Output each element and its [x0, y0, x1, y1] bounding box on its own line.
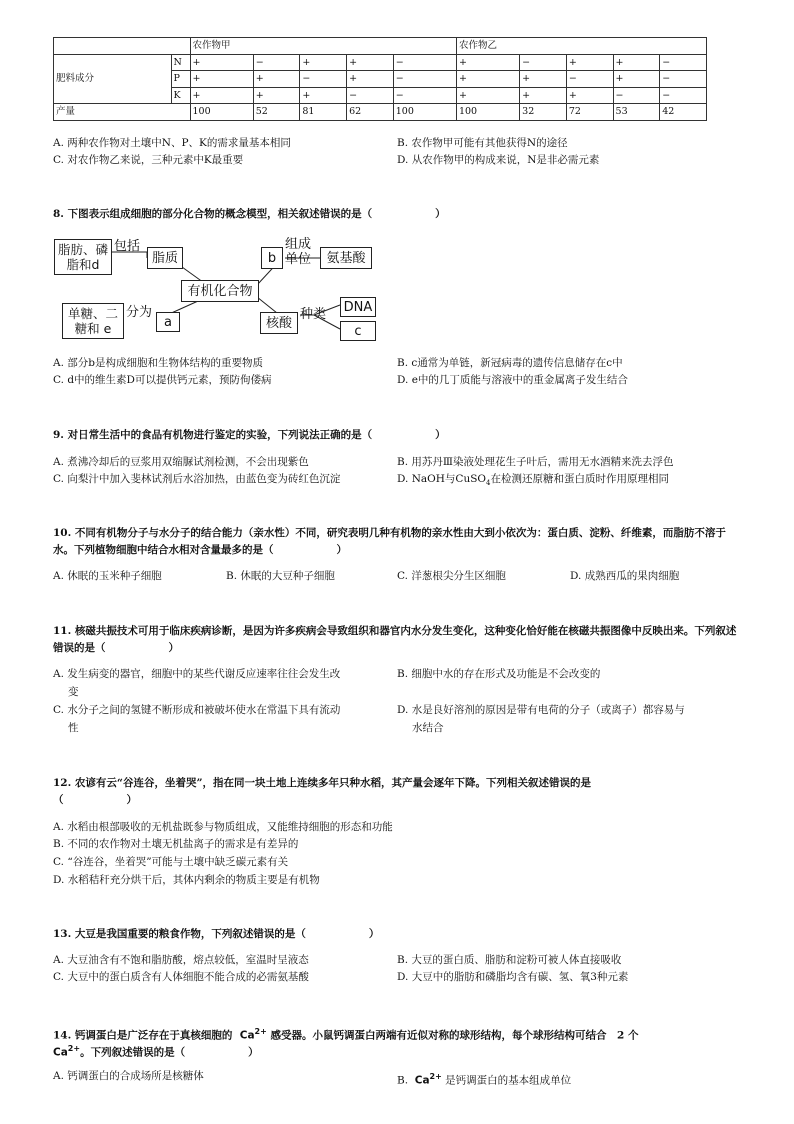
connector-line: [257, 297, 277, 313]
a-box: a: [156, 312, 180, 332]
q8-option-b[interactable]: B. c通常为单链，新冠病毒的遗传信息储存在c中: [397, 357, 623, 369]
q12-stem-cont: （ ）: [53, 794, 137, 806]
table-cell: 32: [520, 104, 567, 121]
fat-phospholipid-box: 脂肪、磷脂和d: [54, 239, 112, 275]
q9-option-b[interactable]: B. 用苏丹Ⅲ染液处理花生子叶后，需用无水酒精来洗去浮色: [397, 456, 674, 468]
q13-option-b[interactable]: B. 大豆的蛋白质、脂肪和淀粉可被人体直接吸收: [397, 954, 622, 966]
q14-stem-start: 14. 钙调蛋白是广泛存在于真核细胞的: [53, 1029, 233, 1042]
table-cell: 72: [566, 104, 613, 121]
table-cell: −: [393, 87, 456, 104]
q12-stem: 12. 农谚有云“谷连谷，坐着哭”，指在同一块土地上连续多年只种水稻，其产量会逐年下降。下列相关叙述错误的是: [53, 777, 591, 789]
q13-option-a[interactable]: A. 大豆油含有不饱和脂肪酸，熔点较低，室温时呈液态: [53, 954, 309, 966]
q12-option-a[interactable]: A. 水稻由根部吸收的无机盐既参与物质组成，又能维持细胞的形态和功能: [53, 821, 393, 833]
q7-option-a[interactable]: A. 两种农作物对土壤中N、P、K的需求量基本相同: [53, 137, 291, 149]
nucleic-acid-box: 核酸: [260, 312, 298, 334]
q11-option-c-cont: 性: [68, 722, 79, 734]
table-cell: 42: [660, 104, 707, 121]
q7-option-d[interactable]: D. 从农作物甲的构成来说，N是非必需元素: [397, 154, 600, 166]
table-cell: +: [190, 71, 253, 88]
q12-option-d[interactable]: D. 水稻秸秆充分烘干后，其体内剩余的物质主要是有机物: [53, 874, 320, 886]
q8-option-c[interactable]: C. d中的维生素D可以提供钙元素，预防佝偻病: [53, 374, 272, 386]
table-cell: −: [393, 54, 456, 71]
table-cell: +: [300, 54, 347, 71]
q8-option-a[interactable]: A. 部分b是构成细胞和生物体结构的重要物质: [53, 357, 263, 369]
table-cell: +: [566, 87, 613, 104]
b-box: b: [261, 247, 283, 269]
divide-label: 分为: [126, 305, 153, 320]
table-cell: 100: [190, 104, 253, 121]
table-cell: +: [456, 54, 519, 71]
table-cell: −: [566, 71, 613, 88]
q8-stem: 8. 下图表示组成细胞的部分化合物的概念模型，相关叙述错误的是（ ）: [53, 208, 446, 220]
nutrient-k: K: [171, 87, 190, 104]
q11-stem: 11. 核磁共振技术可用于临床疾病诊断，是因为许多疾病会导致组织和器官内水分发生变化，这种变化恰好能在核磁共振图像中反映出来。下列叙述错误的是（ ）: [53, 625, 737, 654]
yield-row: [54, 104, 707, 121]
table-cell: +: [347, 54, 394, 71]
ion-charge: 2+: [67, 1044, 81, 1053]
table-cell: +: [520, 71, 567, 88]
include-label: 包括: [114, 239, 141, 254]
table-cell: +: [190, 87, 253, 104]
q11-option-b[interactable]: B. 细胞中水的存在形式及功能是不会改变的: [397, 668, 601, 680]
q9-option-d-text-end: 在检测还原糖和蛋白质时作用原理相同: [490, 473, 669, 485]
yield-label: 产量: [54, 104, 191, 121]
nutrient-n: N: [171, 54, 190, 71]
table-cell: +: [520, 87, 567, 104]
q11-option-a-cont: 变: [68, 686, 79, 698]
calcium-ion: Ca: [53, 1046, 68, 1059]
amino-acid-box: 氨基酸: [320, 247, 372, 269]
table-cell: +: [347, 71, 394, 88]
subscript-4: 4: [486, 479, 491, 488]
q11-option-a[interactable]: A. 发生病变的器官，细胞中的某些代谢反应速率往往会发生改: [53, 668, 341, 680]
q10-option-c[interactable]: C. 洋葱根尖分生区细胞: [397, 570, 506, 582]
q11-option-c[interactable]: C. 水分子之间的氢键不断形成和被破坏使水在常温下具有流动: [53, 704, 341, 716]
q7-option-c[interactable]: C. 对农作物乙来说，三种元素中K最重要: [53, 154, 244, 166]
organic-compound-box: 有机化合物: [181, 280, 259, 302]
table-cell: +: [300, 87, 347, 104]
fertilizer-row-label: 肥料成分: [54, 54, 172, 104]
table-cell: −: [520, 54, 567, 71]
table-cell: +: [566, 54, 613, 71]
table-cell: +: [253, 71, 300, 88]
ion-charge: 2+: [254, 1027, 267, 1036]
c-box: c: [340, 321, 376, 341]
q14-stem-middle: 感受器。小鼠钙调蛋白两端有近似对称的球形结构，每个球形结构可结合 2 个: [270, 1029, 639, 1042]
q14-option-b-text: 是钙调蛋白的基本组成单位: [445, 1074, 572, 1087]
sugar-box: 单糖、二糖和 e: [62, 303, 124, 339]
calcium-ion: Ca: [239, 1029, 255, 1042]
table-cell: 100: [393, 104, 456, 121]
concept-diagram: [52, 233, 382, 348]
q9-option-a[interactable]: A. 煮沸冷却后的豆浆用双缩脲试剂检测，不会出现紫色: [53, 456, 309, 468]
table-cell: +: [613, 71, 660, 88]
fertilizer-table: [53, 37, 707, 121]
q11-option-d[interactable]: D. 水是良好溶剂的原因是带有电荷的分子（或离子）都容易与: [397, 704, 685, 716]
table-cell: −: [660, 87, 707, 104]
q13-option-c[interactable]: C. 大豆中的蛋白质含有人体细胞不能合成的必需氨基酸: [53, 971, 309, 983]
q14-option-a[interactable]: A. 钙调蛋白的合成场所是核糖体: [53, 1070, 204, 1082]
table-header-row: [54, 38, 707, 55]
q11-option-d-cont: 水结合: [412, 722, 444, 734]
q7-option-b[interactable]: B. 农作物甲可能有其他获得N的途径: [397, 137, 568, 149]
q9-option-d-text: D. NaOH与CuSO: [397, 473, 487, 485]
table-cell: 53: [613, 104, 660, 121]
table-cell: 62: [347, 104, 394, 121]
q10-option-b[interactable]: B. 休眠的大豆种子细胞: [226, 570, 335, 582]
table-cell: −: [347, 87, 394, 104]
table-corner-cell: [54, 38, 191, 55]
table-cell: −: [253, 54, 300, 71]
table-cell: −: [300, 71, 347, 88]
lipid-box: 脂质: [147, 247, 183, 269]
q12-option-b[interactable]: B. 不同的农作物对土壤无机盐离子的需求是有差异的: [53, 838, 299, 850]
table-cell: −: [660, 54, 707, 71]
kind-label: 种类: [300, 307, 327, 322]
dna-box: DNA: [340, 297, 376, 317]
table-cell: +: [253, 87, 300, 104]
table-cell: +: [190, 54, 253, 71]
q14-option-b[interactable]: [397, 1069, 571, 1089]
q10-option-a[interactable]: A. 休眠的玉米种子细胞: [53, 570, 162, 582]
crop-b-header: 农作物乙: [456, 38, 706, 55]
table-cell: −: [613, 87, 660, 104]
q13-option-d[interactable]: D. 大豆中的脂肪和磷脂均含有碳、氢、氧3种元素: [397, 971, 629, 983]
q9-option-c[interactable]: C. 向梨汁中加入斐林试剂后水浴加热，由蓝色变为砖红色沉淀: [53, 473, 341, 485]
calcium-ion: Ca: [414, 1074, 430, 1087]
q9-stem: 9. 对日常生活中的食品有机物进行鉴定的实验，下列说法正确的是（ ）: [53, 429, 446, 441]
ion-charge: 2+: [429, 1072, 442, 1081]
composition-unit-label: 组成单位: [285, 237, 312, 267]
q14-stem-end: 。下列叙述错误的是（ ）: [80, 1046, 259, 1059]
table-row: [54, 54, 707, 71]
q13-stem: 13. 大豆是我国重要的粮食作物，下列叙述错误的是（ ）: [53, 928, 380, 940]
q12-option-c[interactable]: C. “谷连谷，坐着哭”可能与土壤中缺乏碳元素有关: [53, 856, 289, 868]
table-cell: +: [456, 87, 519, 104]
table-cell: 81: [300, 104, 347, 121]
q14-stem-cont: [53, 1040, 259, 1062]
q8-option-d[interactable]: D. e中的几丁质能与溶液中的重金属离子发生结合: [397, 374, 628, 386]
table-cell: +: [456, 71, 519, 88]
q9-option-d[interactable]: [397, 472, 669, 491]
q10-option-d[interactable]: D. 成熟西瓜的果肉细胞: [570, 570, 680, 582]
q10-stem: 10. 不同有机物分子与水分子的结合能力（亲水性）不同，研究表明几种有机物的亲水性由大到小依次为：蛋白质、淀粉、纤维素，而脂肪不溶于水。下列植物细胞中结合水相对含量最多的是（ ）: [53, 527, 726, 556]
q14-option-b-letter: B.: [397, 1074, 409, 1087]
crop-a-header: 农作物甲: [190, 38, 456, 55]
table-cell: −: [660, 71, 707, 88]
table-cell: −: [393, 71, 456, 88]
table-cell: 100: [456, 104, 519, 121]
table-cell: 52: [253, 104, 300, 121]
table-cell: +: [613, 54, 660, 71]
nutrient-p: P: [171, 71, 190, 88]
